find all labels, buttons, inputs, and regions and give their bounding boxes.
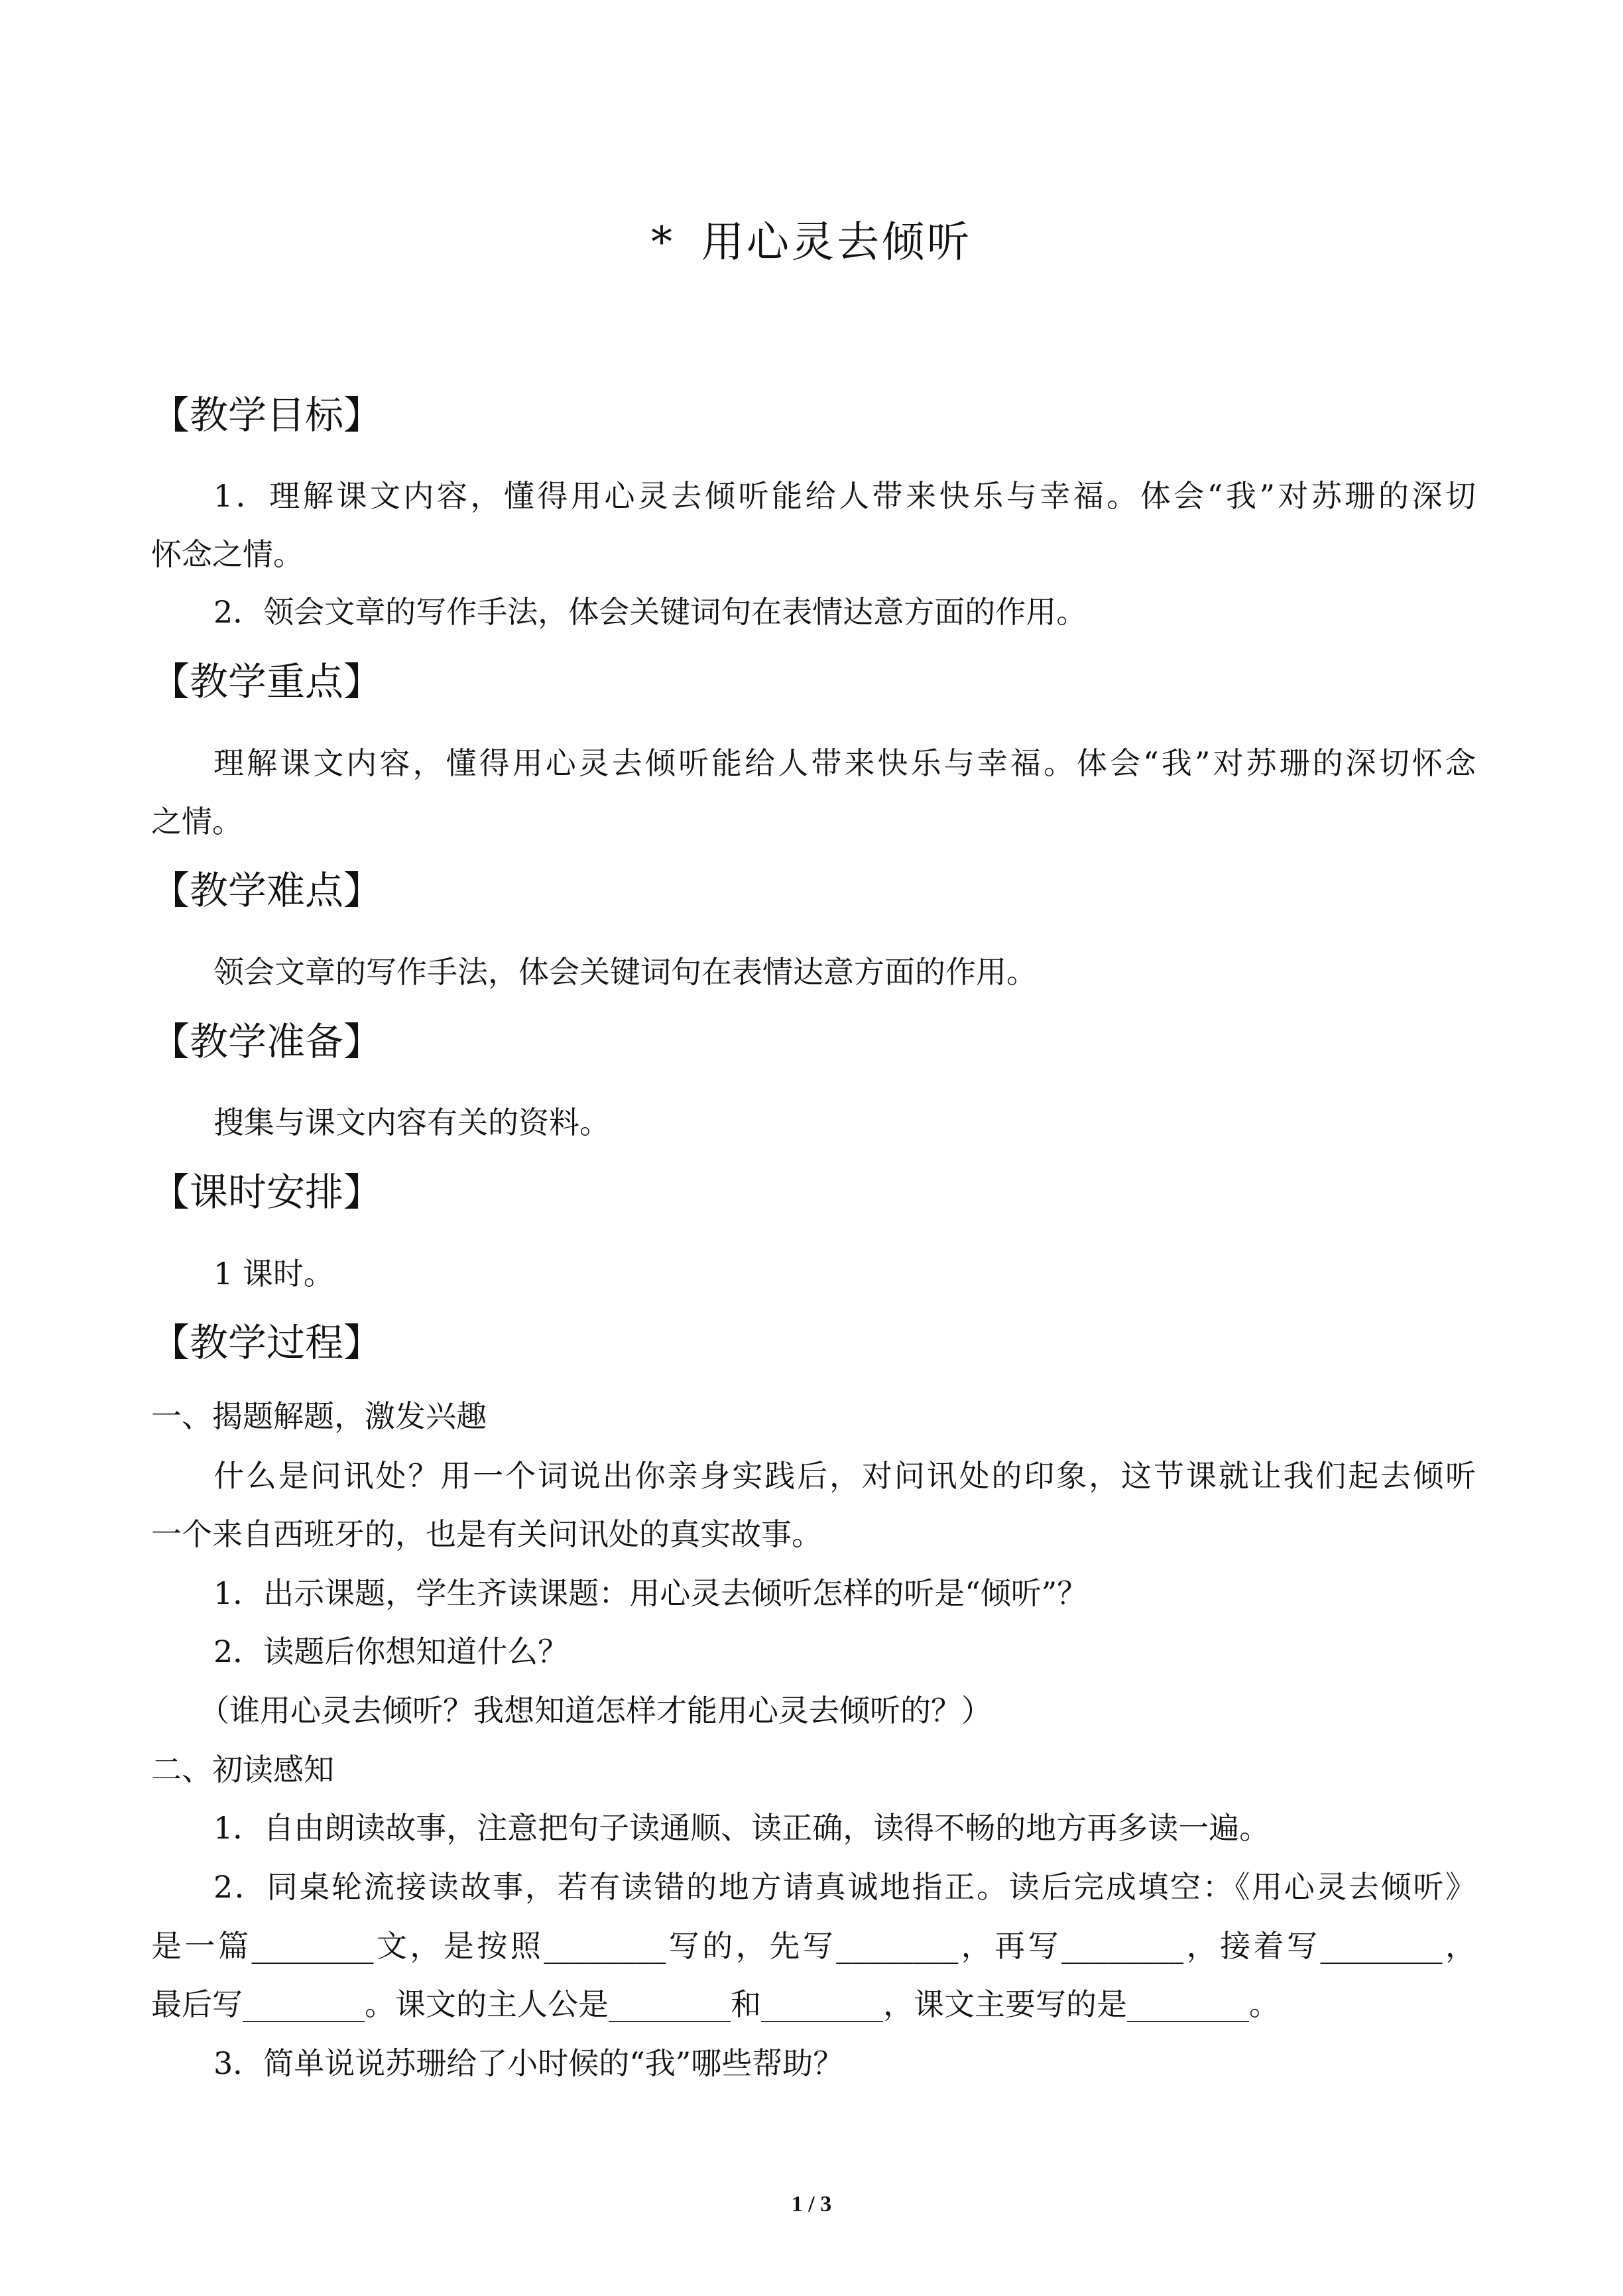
- heading-schedule: 【课时安排】: [151, 1170, 383, 1215]
- goal-1-line-1: 1．理解课文内容，懂得用心灵去倾听能给人带来快乐与幸福。体会“我”对苏珊的深切: [213, 478, 1476, 514]
- process-part-2-step-2-line-2: 是一篇________文，是按照________写的，先写________，再写________，接着写________，: [151, 1928, 1476, 1964]
- key-points-line-2: 之情。: [151, 804, 243, 839]
- process-part-1-title: 一、揭题解题，激发兴趣: [151, 1398, 487, 1434]
- process-part-2-step-1: 1．自由朗读故事，注意把句子读通顺、读正确，读得不畅的地方再多读一遍。: [213, 1810, 1270, 1846]
- title-star: *: [651, 218, 675, 267]
- title-text: 用心灵去倾听: [701, 218, 972, 267]
- heading-teaching-goals: 【教学目标】: [151, 393, 383, 438]
- heading-difficulties: 【教学难点】: [151, 868, 383, 913]
- process-part-1-step-2: 2．读题后你想知道什么？: [213, 1634, 569, 1669]
- schedule-line-1: 1 课时。: [213, 1256, 334, 1292]
- goal-1-line-2: 怀念之情。: [151, 536, 304, 572]
- process-part-1-step-2-answer: （谁用心灵去倾听？我想知道怎样才能用心灵去倾听的？）: [199, 1693, 992, 1728]
- goal-2: 2．领会文章的写作手法，体会关键词句在表情达意方面的作用。: [213, 594, 1087, 630]
- process-part-1-step-1: 1．出示课题，学生齐读课题：用心灵去倾听怎样的听是“倾听”？: [213, 1575, 1088, 1611]
- process-part-2-step-3: 3．简单说说苏珊给了小时候的“我”哪些帮助？: [213, 2045, 844, 2081]
- key-points-line-1: 理解课文内容，懂得用心灵去倾听能给人带来快乐与幸福。体会“我”对苏珊的深切怀念: [213, 745, 1476, 781]
- difficulties-line-1: 领会文章的写作手法，体会关键词句在表情达意方面的作用。: [213, 954, 1037, 990]
- heading-key-points: 【教学重点】: [151, 659, 383, 704]
- process-part-1-intro-line-1: 什么是问讯处？用一个词说出你亲身实践后，对问讯处的印象，这节课就让我们起去倾听: [213, 1458, 1476, 1494]
- heading-preparation: 【教学准备】: [151, 1019, 383, 1064]
- preparation-line-1: 搜集与课文内容有关的资料。: [213, 1105, 610, 1140]
- process-part-2-title: 二、初读感知: [151, 1752, 334, 1787]
- page-number: 1 / 3: [791, 2192, 832, 2216]
- process-part-2-step-2-line-1: 2．同桌轮流接读故事，若有读错的地方请真诚地指正。读后完成填空：《用心灵去倾听》: [213, 1869, 1476, 1905]
- process-part-1-intro-line-2: 一个来自西班牙的，也是有关问讯处的真实故事。: [151, 1516, 822, 1552]
- process-part-2-step-2-line-3: 最后写________。课文的主人公是________和________，课文主要写的是________。: [151, 1986, 1280, 2022]
- heading-process: 【教学过程】: [151, 1320, 383, 1365]
- page-title: [0, 211, 1623, 274]
